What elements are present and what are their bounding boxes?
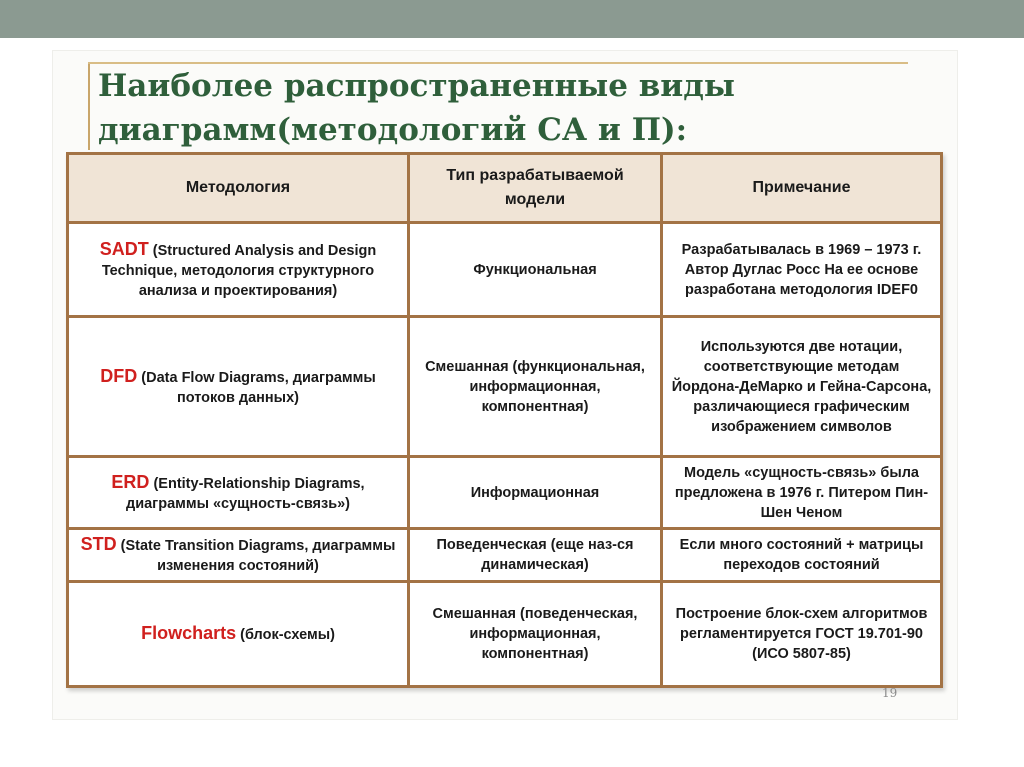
methodology-abbr: ERD: [111, 471, 150, 492]
methodology-desc: (State Transition Diagrams, диаграммы изменения состояний): [116, 538, 396, 574]
table-row: [68, 529, 942, 582]
methodology-abbr: Flowcharts: [141, 623, 237, 643]
model-type-cell: Поведенческая (еще наз-ся динамическая): [409, 529, 662, 582]
model-type-cell: Функциональная: [409, 223, 662, 317]
table-row: [68, 223, 942, 317]
note-cell: Модель «сущность-связь» была предложена в 1976 г. Питером Пин-Шен Ченом: [662, 457, 942, 529]
methodology-cell: [68, 529, 409, 582]
methodology-abbr: DFD: [100, 365, 138, 386]
page-number: 19: [882, 686, 898, 700]
table-header-row: [68, 154, 942, 223]
methodology-abbr: SADT: [99, 238, 149, 259]
top-bar: [0, 0, 1024, 38]
methodology-cell: [68, 582, 409, 687]
slide-title-line-2: диаграмм(методологий СА и П):: [98, 112, 688, 148]
note-cell: Разрабатывалась в 1969 – 1973 г. Автор Дуглас Росс На ее основе разработана методология IDEF0: [662, 223, 942, 317]
table-row: [68, 582, 942, 687]
methodology-abbr: STD: [80, 534, 117, 554]
methodology-desc: (Data Flow Diagrams, диаграммы потоков данных): [137, 369, 376, 406]
note-cell: Если много состояний + матрицы переходов состояний: [662, 529, 942, 582]
header-model-type: Тип разрабатываемой модели: [409, 154, 662, 223]
methodology-cell: [68, 317, 409, 457]
methodology-desc: (блок-схемы): [236, 627, 335, 643]
methodology-desc: (Entity-Relationship Diagrams, диаграммы «сущность-связь»): [125, 475, 365, 512]
model-type-cell: Смешанная (поведенческая, информационная, компонентная): [409, 582, 662, 687]
title-accent-vertical: [88, 62, 90, 150]
slide-title: [98, 64, 918, 152]
header-methodology: Методология: [68, 154, 409, 223]
methodologies-table: [66, 152, 943, 688]
methodology-cell: [68, 457, 409, 529]
table-row: [68, 457, 942, 529]
model-type-cell: Информационная: [409, 457, 662, 529]
note-cell: Построение блок-схем алгоритмов регламентируется ГОСТ 19.701-90 (ИСО 5807-85): [662, 582, 942, 687]
slide-title-line-1: Наиболее распространенные виды: [98, 68, 735, 104]
note-cell: Используются две нотации, соответствующие методам Йордона-ДеМарко и Гейна-Сарсона, различающиеся графическим изображением символов: [662, 317, 942, 457]
header-note: Примечание: [662, 154, 942, 223]
table-row: [68, 317, 942, 457]
methodology-desc: (Structured Analysis and Design Technique, методология структурного анализа и проектирования): [101, 242, 377, 299]
methodology-cell: [68, 223, 409, 317]
model-type-cell: Смешанная (функциональная, информационная, компонентная): [409, 317, 662, 457]
